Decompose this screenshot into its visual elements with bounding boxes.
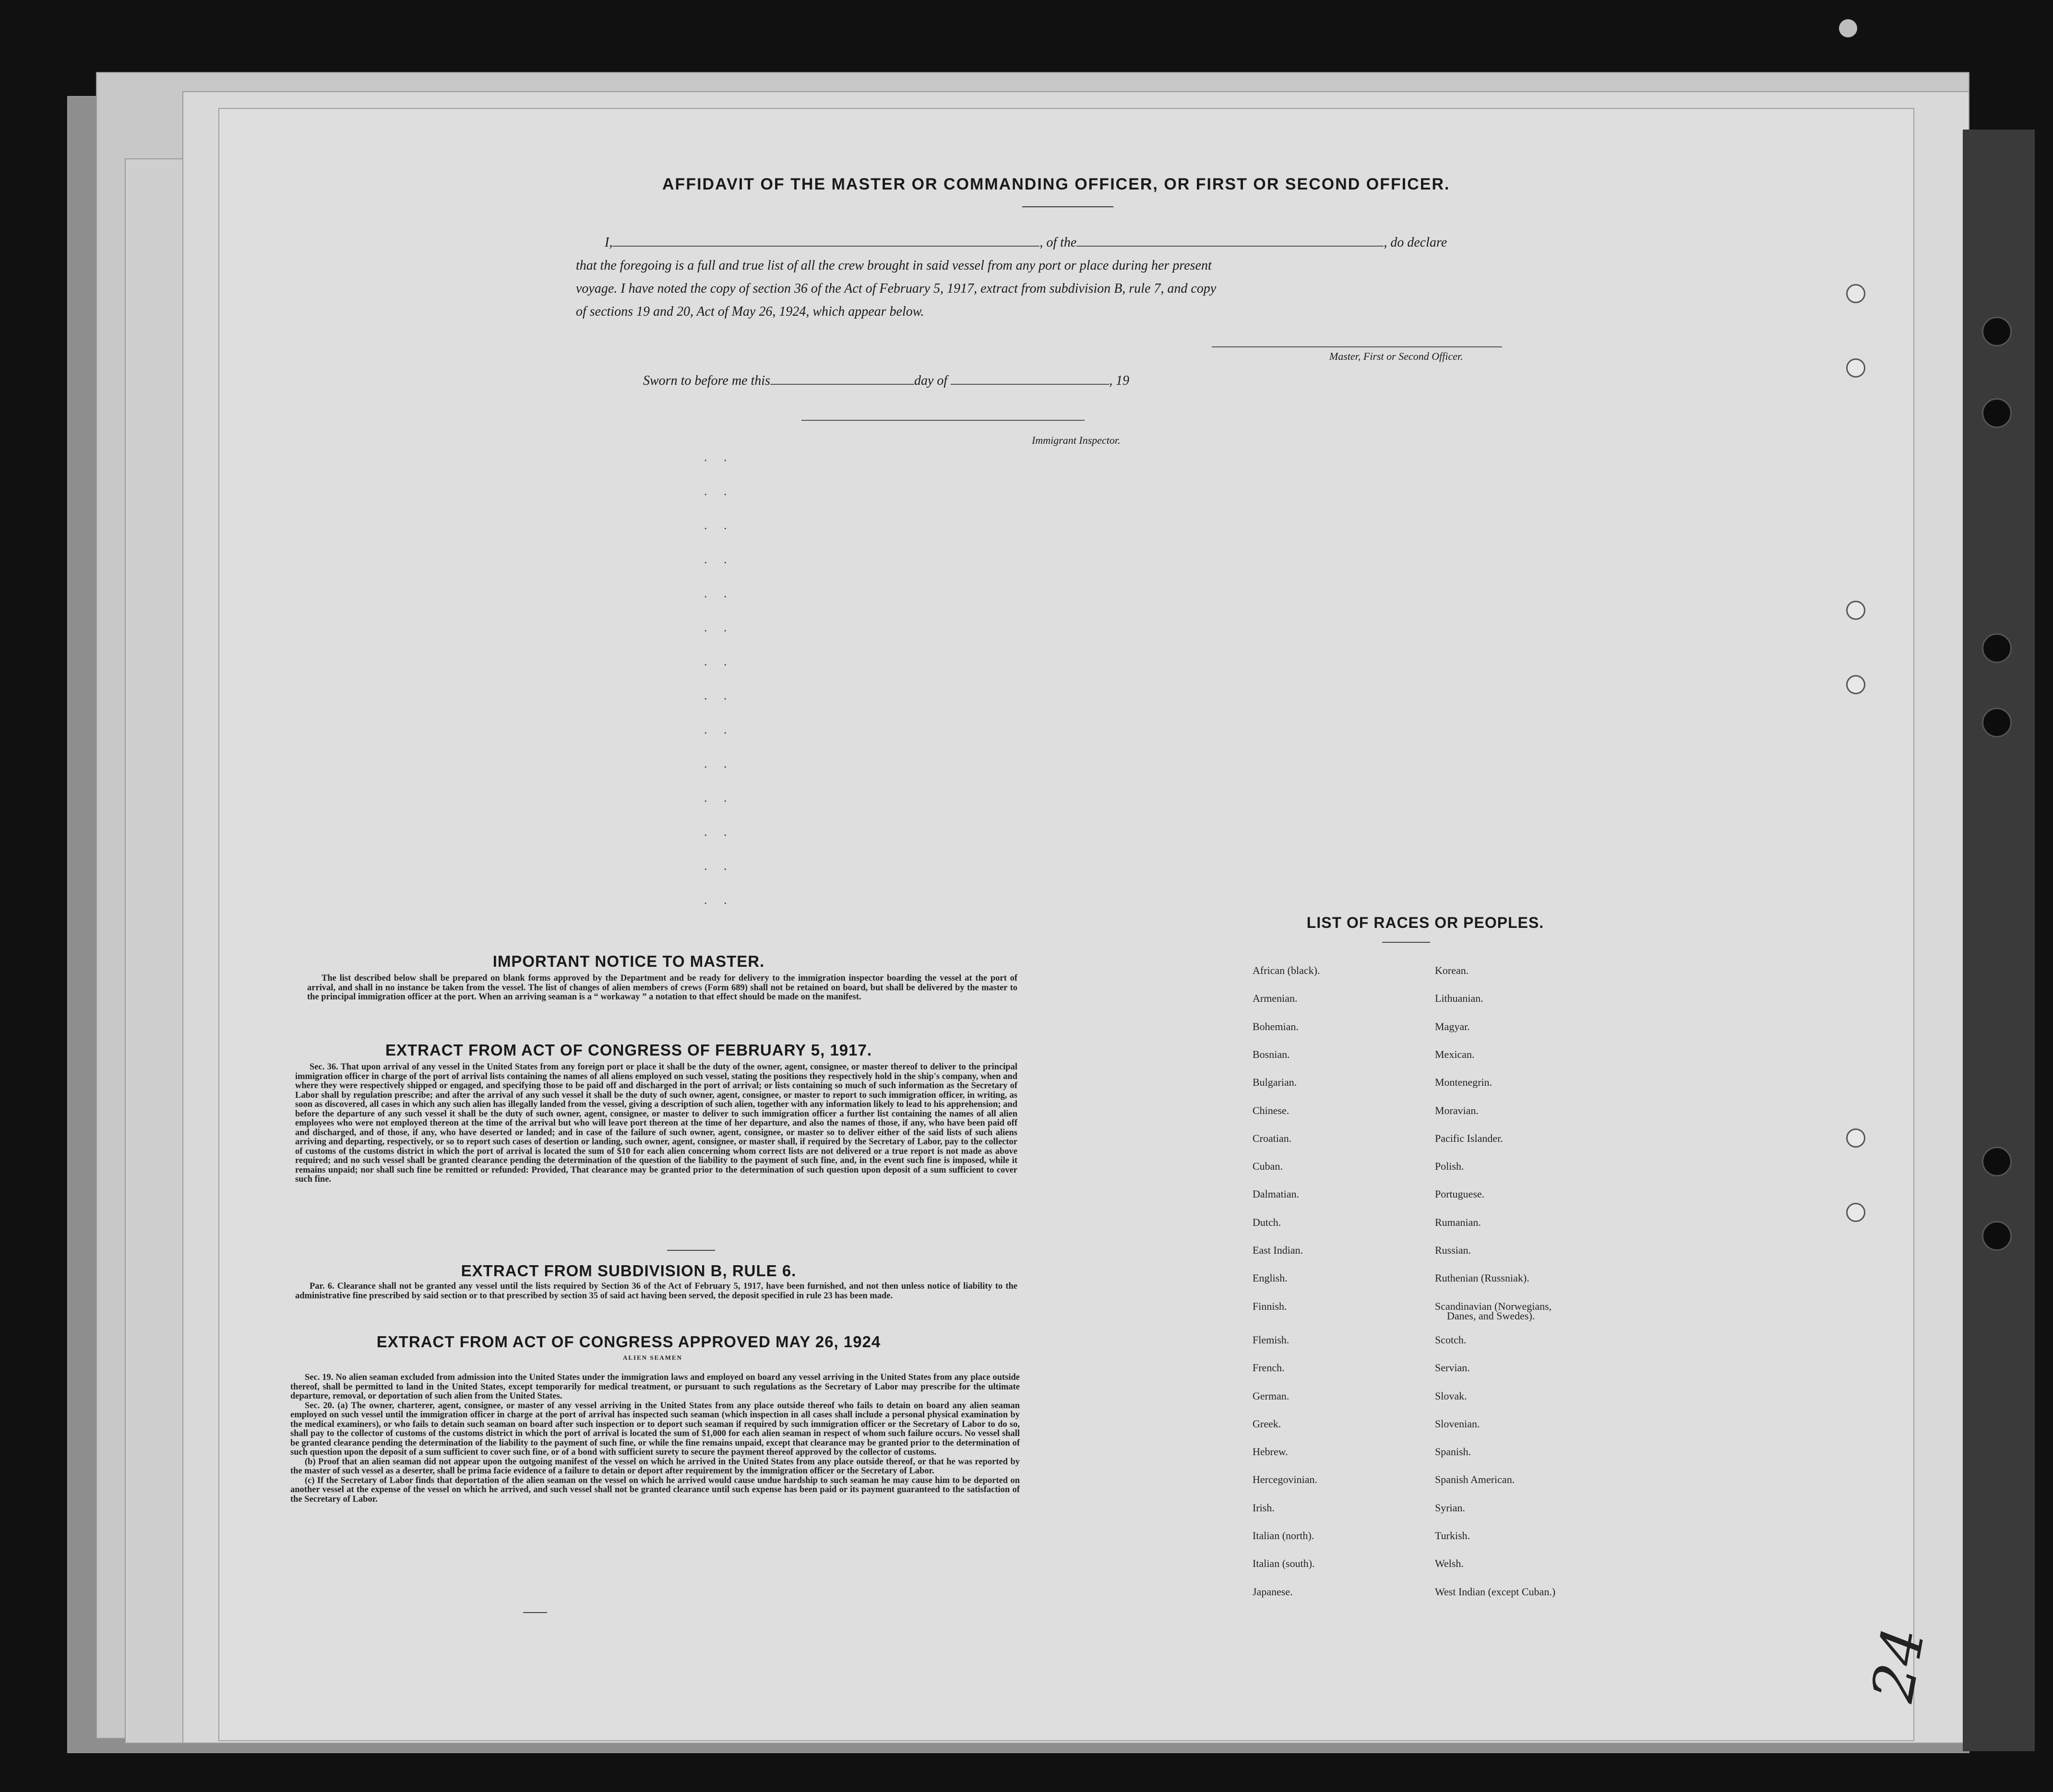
- race-item: Bosnian.: [1253, 1048, 1290, 1060]
- punch-hole: [1846, 284, 1865, 303]
- master-caption: Master, First or Second Officer.: [1329, 350, 1463, 362]
- extract-1924-body: [290, 1373, 1020, 1504]
- extract-1917-title: EXTRACT FROM ACT OF CONGRESS OF FEBRUARY 5, 1917.: [385, 1041, 872, 1059]
- race-item: Armenian.: [1253, 992, 1298, 1004]
- race-item: Rumanian.: [1435, 1216, 1481, 1228]
- race-item: Hebrew.: [1253, 1446, 1288, 1458]
- race-item: Portuguese.: [1435, 1188, 1485, 1200]
- extract-1917-body: Sec. 36. That upon arrival of any vessel in the United States from any foreign port or place it shall be the duty of the owner, agent, consignee, or master thereof to deliver to the principal immigration officer in charge of the port of arrival lists containing the names of all aliens employed on such vessel, stating the positions they respectively hold in the ship's company, when and where they were respectively shipped or engaged, and specifying those to be paid off and discharged in the port of arrival; or lists containing so much of such information as the Secretary of Labor shall by regulation prescribe; and after the arrival of any such vessel it shall be the duty of such owner, agent, consignee, or master to report to such immigration officer, in writing, as soon as discovered, all cases in which any such alien has illegally landed from the vessel, giving a description of such alien, together with any information likely to lead to his apprehension; and before the departure of any such vessel it shall be the duty of such owner, agent, consignee, or master to deliver to such immigration officer a further list containing the names of all alien employees who were not employed thereon at the time of the arrival but who will leave port thereon at the time of her departure, and also the names of those, if any, who have been paid off and discharged, and of those, if any, who have deserted or landed; and in case of the failure of such owner, agent, consignee, or master so to deliver either of the said lists of such aliens arriving and departing, respectively, or so to report such cases of desertion or landing, such owner, agent, consignee, or master shall, if required by the Secretary of Labor, pay to the collector of customs of the customs district in which the port of arrival is located the sum of $10 for each alien concerning whom correct lists are not delivered or a true report is not made as above required; and no such vessel shall be granted clearance pending the determination of the question of the liability to the payment of such fine, and, in the event such fine is imposed, while it remains unpaid; nor shall such fine be remitted or refunded: Provided, That clearance may be granted prior to the determination of such question upon deposit of a sum sufficient to cover such fine.: [295, 1062, 1017, 1184]
- inspector-signature-line[interactable]: [801, 420, 1085, 421]
- race-item: Slovenian.: [1435, 1418, 1480, 1430]
- race-item: Scandinavian (Norwegians,: [1435, 1300, 1552, 1312]
- binder-hole: [1982, 708, 2012, 737]
- race-item: African (black).: [1253, 964, 1320, 976]
- binder-hole: [1982, 1147, 2012, 1176]
- binder-hole: [1982, 398, 2012, 428]
- race-item: Montenegrin.: [1435, 1076, 1492, 1088]
- punch-hole: [1846, 601, 1865, 620]
- race-item: Servian.: [1435, 1362, 1470, 1374]
- extract-rule6-body: Par. 6. Clearance shall not be granted any vessel until the lists required by Section 36 of the Act of February 5, 1917, have been furnished, and not then unless notice of liability to the administrative fine prescribed by said section or to that prescribed by section 35 of said act having been served, the deposit specified in rule 23 has been made.: [295, 1282, 1017, 1301]
- race-item: West Indian (except Cuban.): [1435, 1586, 1556, 1598]
- section-19: Sec. 19. No alien seaman excluded from admission into the United States under the immigration laws and employed on board any vessel arriving in the United States from any place outside thereof, shall be permitted to land in the United States, except temporarily for medical treatment, or pursuant to such regulations as the Secretary of Labor may prescribe for the ultimate departure, removal, or deportation of such alien from the United States.: [290, 1373, 1020, 1401]
- extract-rule6-title: EXTRACT FROM SUBDIVISION B, RULE 6.: [461, 1262, 797, 1280]
- dot-column: . . . . . . . . . . . . . . . . . . . . . . . . . . . .: [704, 450, 734, 907]
- affidavit-line-2: that the foregoing is a full and true list of all the crew brought in said vessel from any port or place during her present: [576, 258, 1212, 273]
- divider: [1382, 942, 1430, 943]
- race-item: East Indian.: [1253, 1244, 1303, 1256]
- race-item: Hercegovinian.: [1253, 1473, 1317, 1485]
- affidavit-line-4: of sections 19 and 20, Act of May 26, 1924, which appear below.: [576, 304, 924, 319]
- race-item: Welsh.: [1435, 1557, 1464, 1569]
- vessel-blank[interactable]: [1076, 246, 1384, 247]
- race-item: Dutch.: [1253, 1216, 1281, 1228]
- race-item: Flemish.: [1253, 1334, 1289, 1346]
- punch-hole: [1846, 1128, 1865, 1148]
- race-item: French.: [1253, 1362, 1285, 1374]
- race-item: Korean.: [1435, 964, 1469, 976]
- race-item: Cuban.: [1253, 1160, 1283, 1172]
- race-item: Turkish.: [1435, 1530, 1470, 1542]
- race-item: Spanish American.: [1435, 1473, 1515, 1485]
- binder-hole: [1982, 633, 2012, 663]
- race-item: Japanese.: [1253, 1586, 1293, 1598]
- race-item: Russian.: [1435, 1244, 1471, 1256]
- corner-dot: [1839, 19, 1857, 37]
- race-item: Bohemian.: [1253, 1021, 1299, 1032]
- name-blank[interactable]: [612, 246, 1039, 247]
- race-item: Slovak.: [1435, 1390, 1467, 1402]
- section-20c: (c) If the Secretary of Labor finds that deportation of the alien seaman on the vessel on which he arrived would cause undue hardship to such seaman he may cause him to be deported on another vessel at the expense of the vessel on which he arrived, and such vessel shall not be granted clearance until such expense has been paid or its payment guaranteed to the satisfaction of the Secretary of Labor.: [290, 1475, 1020, 1504]
- race-item: Lithuanian.: [1435, 992, 1483, 1004]
- notice-body: The list described below shall be prepared on blank forms approved by the Department and be ready for delivery to the immigration inspector boarding the vessel at the port of arrival, and shall in no instance be taken from the vessel. The list of changes of alien members of crews (Form 689) shall not be retained on board, but shall be delivered by the master to the principal immigration officer at the port. When an arriving seaman is a “ workaway ” a notation to that effect should be made on the manifest.: [307, 973, 1017, 1002]
- divider: [523, 1612, 547, 1613]
- sworn-line: Sworn to before me this day of , 19: [643, 373, 1130, 388]
- section-20a: Sec. 20. (a) The owner, charterer, agent, consignee, or master of any vessel arriving in the United States from any place outside thereof who fails to detain on board any alien seaman employed on such vessel until the immigration officer in charge at the port of arrival has inspected such seaman (which inspection in all cases shall include a personal physical examination by the medical examiners), or who fails to detain such seaman on board after such inspection or to deport such seaman if required by such immigration officer or the Secretary of Labor to do so, shall pay to the collector of customs of the customs district in which the port of arrival is located the sum of $1,000 for each alien seaman in respect of whom such failure occurs. No vessel shall be granted clearance pending the determination of the liability to the payment of such fine, or while the fine remains unpaid, except that clearance may be granted prior to the determination of such question upon the deposit of a sum sufficient to cover such fine, or of a bond with sufficient surety to secure the payment thereof approved by the collector of customs.: [290, 1400, 1020, 1457]
- inspector-caption: Immigrant Inspector.: [1032, 434, 1121, 446]
- punch-hole: [1846, 1203, 1865, 1222]
- race-item: Chinese.: [1253, 1104, 1289, 1116]
- race-item: Polish.: [1435, 1160, 1464, 1172]
- handwritten-page-number: 24: [1859, 1623, 1938, 1707]
- sworn-day-blank[interactable]: [770, 384, 914, 385]
- notice-title: IMPORTANT NOTICE TO MASTER.: [492, 952, 765, 970]
- race-item: Bulgarian.: [1253, 1076, 1297, 1088]
- race-item: German.: [1253, 1390, 1289, 1402]
- extract-1924-title: EXTRACT FROM ACT OF CONGRESS APPROVED MAY 26, 1924: [376, 1333, 881, 1351]
- race-item-continuation: Danes, and Swedes).: [1447, 1310, 1535, 1322]
- punch-hole: [1846, 675, 1865, 694]
- binder-strip: [1963, 130, 2035, 1751]
- race-item: Croatian.: [1253, 1132, 1292, 1144]
- affidavit-line-3: voyage. I have noted the copy of section 36 of the Act of February 5, 1917, extract from subdivision B, rule 7, and copy: [576, 281, 1217, 296]
- race-item: Magyar.: [1435, 1021, 1470, 1032]
- sworn-month-blank[interactable]: [951, 384, 1109, 385]
- race-item: Pacific Islander.: [1435, 1132, 1503, 1144]
- race-item: Irish.: [1253, 1502, 1275, 1514]
- race-item: Spanish.: [1435, 1446, 1471, 1458]
- race-item: Moravian.: [1435, 1104, 1479, 1116]
- race-item: English.: [1253, 1272, 1288, 1284]
- race-item: Ruthenian (Russniak).: [1435, 1272, 1529, 1284]
- punch-hole: [1846, 358, 1865, 378]
- divider: [667, 1250, 715, 1251]
- affidavit-title: AFFIDAVIT OF THE MASTER OR COMMANDING OFFICER, OR FIRST OR SECOND OFFICER.: [662, 175, 1450, 193]
- race-item: Scotch.: [1435, 1334, 1467, 1346]
- section-20b: (b) Proof that an alien seaman did not appear upon the outgoing manifest of the vessel on which he arrived in the United States from any place outside thereof, or that he was reported by the master of such vessel as a deserter, shall be prima facie evidence of a failure to detain or deport after requirement by the immigration officer or the Secretary of Labor.: [290, 1457, 1020, 1476]
- race-item: Italian (south).: [1253, 1557, 1315, 1569]
- races-title: LIST OF RACES OR PEOPLES.: [1306, 914, 1544, 931]
- race-item: Italian (north).: [1253, 1530, 1314, 1542]
- race-item: Finnish.: [1253, 1300, 1287, 1312]
- race-item: Greek.: [1253, 1418, 1281, 1430]
- master-signature-line[interactable]: [1212, 346, 1502, 347]
- race-item: Mexican.: [1435, 1048, 1475, 1060]
- binder-hole: [1982, 317, 2012, 346]
- affidavit-line-1: I, , of the , do declare: [605, 235, 1447, 250]
- divider: [1022, 206, 1113, 207]
- binder-hole: [1982, 1221, 2012, 1251]
- race-item: Syrian.: [1435, 1502, 1465, 1514]
- race-item: Dalmatian.: [1253, 1188, 1300, 1200]
- extract-1924-subtitle: ALIEN SEAMEN: [622, 1354, 683, 1361]
